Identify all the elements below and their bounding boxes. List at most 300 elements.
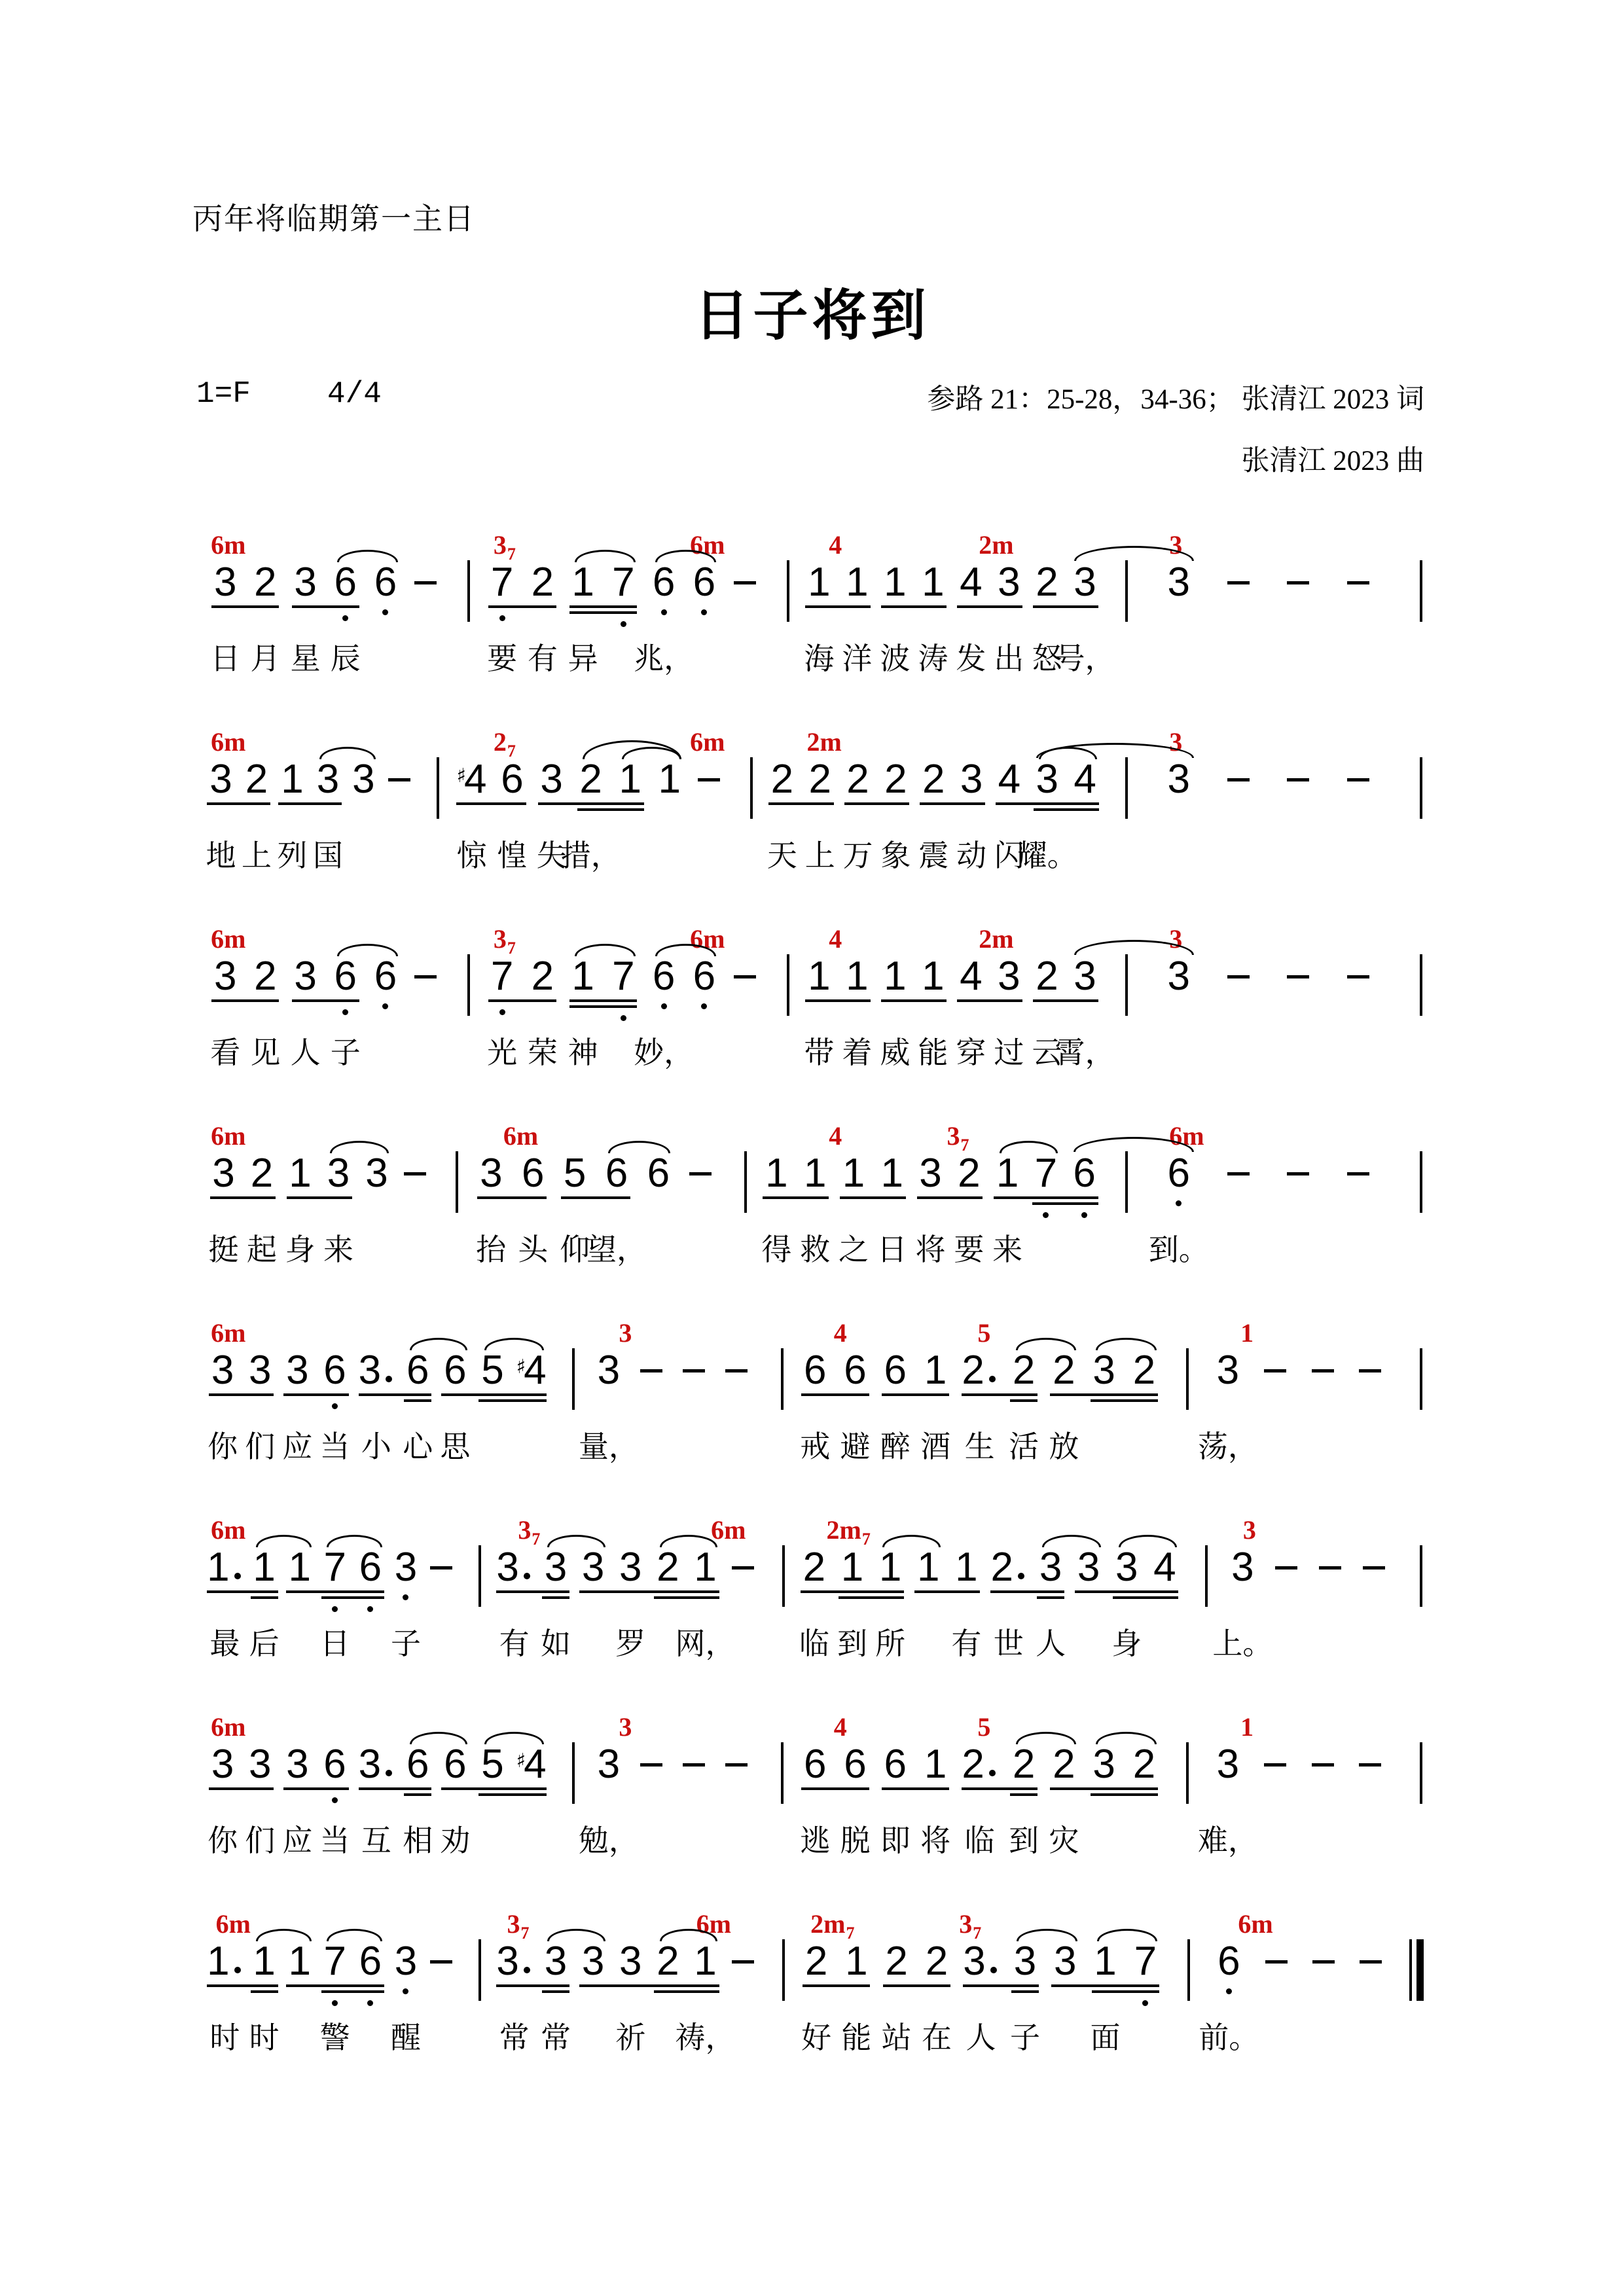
note-token	[876, 1151, 907, 1266]
note-token	[645, 1153, 672, 1194]
rest-dash-token	[1309, 1350, 1337, 1376]
note-token	[880, 560, 911, 675]
note-token	[1197, 1742, 1258, 1857]
note-number: 7	[323, 1545, 347, 1590]
note-token	[842, 757, 873, 872]
chord-symbol	[979, 529, 1013, 560]
chord-root: 6m	[696, 1909, 731, 1939]
note-token	[372, 956, 399, 997]
note-token	[921, 1939, 952, 2054]
note-number: 3	[1167, 757, 1191, 802]
note-number: 6	[323, 1348, 346, 1393]
octave-dot	[1081, 1212, 1087, 1218]
note-token	[440, 1742, 471, 1857]
beam-line	[1011, 1990, 1039, 1993]
lyric-syllable: 日	[319, 1627, 350, 1660]
dash-glyph	[388, 778, 410, 781]
octave-dot	[661, 609, 667, 615]
beam-line	[456, 802, 526, 805]
beam-line	[292, 605, 359, 608]
score-system	[192, 1903, 1421, 2099]
chord-symbol	[829, 924, 842, 954]
note-token	[915, 1151, 946, 1266]
chord-root: 3	[493, 924, 507, 954]
beam-line	[768, 802, 834, 805]
note-token	[615, 1939, 646, 2054]
note-token	[800, 1151, 831, 1266]
note-token	[654, 1547, 681, 1588]
octave-dot	[332, 2000, 338, 2006]
rest-dash-token	[680, 1350, 708, 1376]
lyric-syllable: 海	[804, 642, 835, 675]
lyric-syllable: 穿	[956, 1036, 986, 1069]
lyric-syllable: 身	[285, 1233, 316, 1266]
lyric-syllable: 时	[249, 2021, 280, 2054]
note-number: 3	[294, 560, 317, 605]
rest-dash-token	[1284, 759, 1312, 785]
rest-dash-token	[1225, 956, 1252, 982]
note-token	[456, 757, 487, 872]
octave-dot	[403, 1594, 408, 1600]
beam-line	[538, 802, 644, 805]
dash-glyph	[1287, 975, 1309, 978]
beam-line	[1075, 1590, 1178, 1593]
lyric-syllable: 看	[210, 1036, 241, 1069]
beam-line	[994, 1196, 1098, 1199]
measure	[192, 1941, 480, 2065]
note-token	[478, 1744, 506, 1785]
chord-extension: 7	[846, 1924, 855, 1943]
chord-root: 4	[829, 1121, 842, 1151]
rest-dash-token	[1360, 1547, 1388, 1573]
note-number: 1	[922, 954, 945, 999]
beam-line	[1034, 808, 1099, 811]
beam-line	[882, 1393, 949, 1396]
beam-line	[283, 1787, 348, 1790]
chord-symbol	[826, 1515, 871, 1549]
staff-row	[192, 1744, 1421, 1868]
note-number: 2	[962, 1348, 984, 1393]
note-number: 2	[958, 1151, 981, 1196]
chord-root: 1	[1240, 1318, 1254, 1348]
beam-line	[569, 605, 638, 608]
lyric-syllable: 祷，	[675, 2021, 736, 2054]
chord-symbol	[834, 1318, 847, 1348]
note-tokens	[1206, 1545, 1421, 1660]
note-token	[1009, 1742, 1039, 1857]
chord-root: 6m	[503, 1121, 539, 1151]
note-tokens	[1127, 562, 1421, 603]
lyric-syllable: 临	[964, 1824, 995, 1857]
note-number: 2	[1053, 1348, 1075, 1393]
lyric-syllable: 耀。	[1017, 839, 1077, 872]
lyric-syllable: 思	[440, 1430, 471, 1463]
chord-root: 3	[947, 1121, 960, 1151]
note-number: 6	[501, 757, 524, 802]
score-system	[192, 1115, 1421, 1311]
chord-symbol	[711, 1515, 746, 1545]
note-number: 1	[288, 1939, 311, 1984]
note-token	[842, 560, 873, 675]
note-number: 6	[693, 560, 716, 605]
beam-line	[962, 1393, 1038, 1396]
note-token	[1032, 954, 1062, 1069]
note-token	[358, 1348, 394, 1463]
note-token	[390, 1939, 421, 2054]
beam-line	[579, 1984, 719, 1987]
chord-root: 3	[619, 1712, 632, 1742]
note-number: 3	[211, 1742, 234, 1787]
note-token	[1091, 1744, 1118, 1785]
chord-root: 6m	[1169, 1121, 1204, 1151]
note-number: 7	[490, 560, 514, 605]
chord-root: 6m	[690, 530, 725, 560]
note-token	[1055, 954, 1115, 1069]
chord-root: 6m	[690, 727, 725, 757]
note-number: 1	[207, 1939, 230, 1984]
rest-dash-token	[1316, 1547, 1344, 1573]
rest-dash-token	[427, 1941, 455, 1967]
note-token	[210, 954, 241, 1069]
note-token	[476, 1151, 507, 1266]
lyric-syllable: 身	[1111, 1627, 1142, 1660]
lyric-syllable: 洋	[842, 642, 873, 675]
note-token	[880, 757, 911, 872]
lyric-syllable: 有	[951, 1627, 982, 1660]
rest-dash-token	[723, 1744, 750, 1770]
lyric-syllable: 见	[250, 1036, 281, 1069]
chord-symbol	[947, 1121, 969, 1155]
note-token	[691, 562, 718, 603]
lyric-syllable: 酒	[920, 1430, 951, 1463]
dash-glyph	[404, 1172, 426, 1175]
rest-dash-token	[1344, 1153, 1372, 1179]
note-tokens	[784, 1939, 1189, 2054]
measure	[1127, 1153, 1421, 1277]
octave-dot	[403, 1988, 408, 1994]
note-token	[357, 1547, 384, 1588]
attribution-words: 参路 21：25-28，34-36； 张清江 2023 词	[927, 384, 1424, 415]
note-number: 2	[1053, 1742, 1075, 1787]
staff-row	[192, 562, 1421, 686]
dash-glyph	[1287, 778, 1309, 781]
rhythm-dot	[524, 1573, 530, 1579]
rest-dash-token	[1284, 956, 1312, 982]
rest-dash-token	[1261, 1350, 1289, 1376]
note-number: 3	[352, 757, 375, 802]
beam-line	[1051, 1984, 1159, 1987]
note-tokens	[788, 954, 1126, 1069]
chord-root: 6m	[211, 1515, 246, 1545]
beam-line	[962, 1787, 1038, 1790]
lyric-syllable: 有	[499, 1627, 530, 1660]
chord-root: 3	[1242, 1515, 1256, 1545]
beam-line	[561, 1196, 630, 1199]
note-token	[208, 1348, 238, 1463]
note-token	[285, 1151, 316, 1266]
note-number: 3	[294, 954, 317, 999]
chord-symbol	[216, 1909, 251, 1939]
note-token	[956, 954, 986, 1069]
note-token	[249, 1545, 280, 1660]
barline	[1409, 1939, 1412, 2001]
beam-line	[920, 802, 985, 805]
note-number: 3	[213, 560, 237, 605]
note-number: 6	[374, 954, 397, 999]
dash-glyph	[1312, 1763, 1334, 1767]
rest-dash-token	[1225, 759, 1252, 785]
rest-dash-token	[687, 1153, 714, 1179]
rest-dash-token	[1284, 562, 1312, 588]
note-number: 1	[878, 1545, 902, 1590]
note-number: 6	[374, 560, 397, 605]
chord-root: 6m	[211, 924, 246, 954]
dash-glyph	[430, 1960, 452, 1964]
lyric-syllable: 荡，	[1197, 1430, 1258, 1463]
note-token	[992, 1151, 1023, 1266]
lyric-syllable: 应	[282, 1430, 313, 1463]
final-barline	[1416, 1939, 1424, 2001]
note-tokens	[469, 954, 788, 1069]
note-token	[956, 560, 986, 675]
dash-glyph	[1347, 778, 1369, 781]
note-token	[390, 1545, 421, 1660]
note-number: 3	[963, 1939, 986, 1984]
note-tokens	[573, 1348, 782, 1463]
beam-line	[1113, 1596, 1178, 1599]
rest-dash-token	[1357, 1941, 1384, 1967]
dash-glyph	[1227, 581, 1250, 584]
beam-line	[209, 1393, 274, 1396]
beam-line	[359, 1393, 432, 1396]
dash-glyph	[1347, 1172, 1369, 1175]
note-token	[634, 560, 695, 675]
beam-line	[441, 1787, 546, 1790]
note-token	[540, 1939, 571, 2054]
lyric-syllable: 象	[880, 839, 911, 872]
beam-line	[251, 1990, 278, 1993]
note-token	[615, 1545, 646, 1660]
note-token	[358, 1742, 394, 1857]
chord-root: 4	[833, 1712, 847, 1742]
score-system	[192, 1706, 1421, 1902]
note-number: 6	[1218, 1939, 1240, 1984]
beam-line	[488, 605, 556, 608]
note-number: 6	[334, 954, 357, 999]
dash-glyph	[683, 1763, 705, 1767]
note-number: 1	[289, 1151, 312, 1196]
note-token	[914, 1547, 942, 1588]
beam-line	[283, 1393, 348, 1396]
note-token	[1130, 1744, 1158, 1785]
beam-line	[210, 1196, 276, 1199]
note-token	[880, 1348, 911, 1463]
note-token	[956, 757, 987, 872]
chord-symbol	[493, 726, 516, 761]
lyric-syllable: 头	[518, 1233, 549, 1266]
lyric-syllable: 惶	[497, 839, 528, 872]
rest-dash-token	[401, 1153, 429, 1179]
note-number: 2	[657, 1545, 679, 1590]
staff-row	[192, 956, 1421, 1080]
note-token	[487, 560, 518, 675]
lyric-syllable: 好	[801, 2021, 832, 2054]
note-token	[250, 954, 281, 1069]
note-token	[617, 759, 644, 800]
note-token	[319, 1939, 350, 2054]
note-token	[804, 560, 835, 675]
beam-line	[542, 1596, 569, 1599]
beam-line	[478, 1399, 546, 1402]
note-number: 1	[694, 1545, 717, 1590]
chord-root: 6m	[690, 924, 725, 954]
dash-glyph	[725, 1369, 748, 1372]
dash-glyph	[1265, 1960, 1288, 1964]
note-token	[880, 954, 911, 1069]
note-token	[282, 1742, 313, 1857]
lyric-syllable: 面	[1090, 2021, 1121, 2054]
note-tokens	[1127, 1151, 1421, 1266]
rhythm-dot	[386, 1376, 392, 1382]
sharp-icon: ♯	[516, 1355, 526, 1378]
note-number: 6	[803, 1742, 827, 1787]
lyric-syllable: 警	[319, 2021, 350, 2054]
dash-glyph	[1319, 1566, 1341, 1570]
note-token	[206, 757, 236, 872]
staff-row	[192, 1153, 1421, 1277]
note-token	[800, 1742, 831, 1857]
note-tokens	[782, 1742, 1187, 1857]
note-token	[918, 560, 948, 675]
note-number: 3	[480, 1151, 503, 1196]
note-token	[496, 1939, 532, 2054]
note-number: 3	[1013, 1939, 1037, 1984]
note-number: 6	[844, 1348, 867, 1393]
note-token	[350, 759, 377, 800]
measure	[192, 1547, 480, 1671]
note-token	[487, 954, 518, 1069]
note-token	[842, 954, 873, 1069]
note-number: 3	[249, 1742, 272, 1787]
beam-line	[441, 1393, 546, 1396]
rest-dash-token	[1309, 1744, 1337, 1770]
beam-line	[478, 1793, 546, 1796]
note-number: 1	[840, 1545, 864, 1590]
note-number: 3	[213, 954, 237, 999]
score-system	[192, 1509, 1421, 1705]
key-signature: 1=F	[196, 377, 251, 411]
lyric-syllable: 闪	[994, 839, 1024, 872]
note-token	[568, 954, 598, 1069]
note-tokens	[788, 560, 1126, 675]
note-token	[282, 1348, 313, 1463]
lyric-syllable: 当	[319, 1824, 350, 1857]
beam-line	[844, 802, 910, 805]
note-token	[918, 757, 949, 872]
octave-dot	[332, 1403, 338, 1409]
note-tokens	[1189, 1939, 1421, 2054]
measure	[784, 1941, 1189, 2065]
note-token	[1148, 1151, 1209, 1266]
lyric-syllable: 过	[994, 1036, 1024, 1069]
note-number: 1	[571, 560, 594, 605]
note-token	[675, 1939, 736, 2054]
chord-symbol	[807, 726, 842, 757]
barline	[1420, 1151, 1422, 1213]
note-number: 2	[804, 1939, 828, 1984]
note-number: 5	[481, 1742, 504, 1787]
note-tokens	[192, 560, 469, 675]
rest-dash-token	[729, 1941, 757, 1967]
chord-symbol	[211, 1121, 245, 1151]
note-token	[578, 1742, 639, 1857]
beam-line	[957, 999, 1022, 1002]
note-token	[1165, 562, 1193, 603]
chord-symbol	[1240, 1318, 1254, 1348]
chord-symbol	[979, 924, 1013, 954]
beam-line	[803, 1984, 870, 1987]
chord-root: 3	[619, 1318, 632, 1348]
dash-glyph	[1264, 1763, 1286, 1767]
beam-line	[577, 808, 644, 811]
note-token	[875, 1545, 906, 1660]
chord-root: 2m	[979, 530, 1014, 560]
octave-dot	[342, 615, 348, 621]
dash-glyph	[1227, 778, 1250, 781]
rest-dash-token	[1225, 1153, 1252, 1179]
lyric-syllable: 们	[245, 1824, 276, 1857]
note-token	[207, 1545, 242, 1660]
lyric-syllable: 罗	[615, 1627, 646, 1660]
note-number: 1	[765, 1151, 788, 1196]
chord-symbol	[211, 924, 245, 954]
beam-line	[805, 999, 871, 1002]
lyric-syllable: 脱	[840, 1824, 871, 1857]
note-number: 2	[250, 1151, 274, 1196]
lyric-syllable: 妙，	[634, 1036, 695, 1069]
measure	[784, 1547, 1206, 1671]
chord-root: 6m	[211, 1712, 246, 1742]
note-number: 4	[960, 954, 983, 999]
chord-root: 6m	[711, 1515, 746, 1545]
note-number: 1	[803, 1151, 827, 1196]
dash-glyph	[414, 581, 437, 584]
lyric-syllable: 醒	[390, 2021, 421, 2054]
note-number: 3	[960, 757, 983, 802]
lyric-syllable: 星	[290, 642, 321, 675]
lyric-syllable: 列	[277, 839, 308, 872]
lyric-syllable: 国	[312, 839, 343, 872]
note-number: 2	[254, 560, 277, 605]
attribution-music: 张清江 2023 曲	[1241, 446, 1424, 476]
note-token	[918, 954, 948, 1069]
note-token	[496, 1545, 532, 1660]
lyric-syllable: 应	[282, 1824, 313, 1857]
note-token	[761, 1151, 792, 1266]
lyric-syllable: 日	[876, 1233, 907, 1266]
note-number: 3	[919, 1151, 942, 1196]
note-number: 4	[463, 757, 487, 802]
note-token	[540, 1545, 571, 1660]
lyric-syllable: 抬	[476, 1233, 507, 1266]
note-token	[654, 1941, 681, 1982]
staff-row	[192, 759, 1421, 883]
note-number: 2	[922, 757, 945, 802]
note-token	[312, 757, 343, 872]
note-tokens	[784, 1545, 1206, 1660]
rest-dash-token	[412, 562, 439, 588]
lyric-syllable: 要	[487, 642, 518, 675]
